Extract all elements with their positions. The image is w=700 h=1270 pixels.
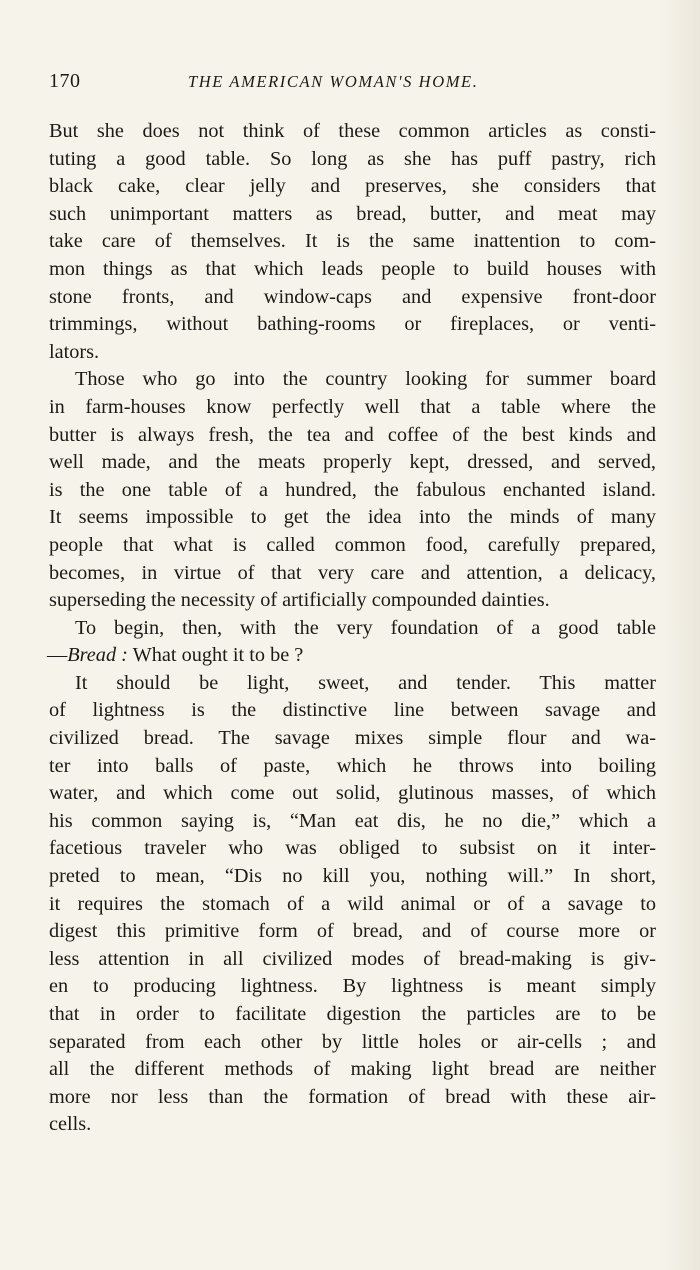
body-text bbox=[49, 118, 656, 1139]
text-line: ter into balls of paste, which he throws into boiling bbox=[49, 754, 656, 777]
text-line: civilized bread. The savage mixes simple flour and wa- bbox=[49, 727, 656, 750]
text-line: Those who go into the country looking for summer board bbox=[75, 368, 656, 391]
text-line: his common saying is, “Man eat dis, he no die,” which a bbox=[49, 809, 656, 832]
text-line: more nor less than the formation of bread with these air- bbox=[49, 1085, 656, 1108]
text-line: in farm-houses know perfectly well that a table where the bbox=[49, 395, 656, 418]
text-line: well made, and the meats properly kept, dressed, and served, bbox=[49, 451, 656, 474]
text-line: of lightness is the distinctive line between savage and bbox=[49, 699, 656, 722]
text-line: To begin, then, with the very foundation of a good table bbox=[75, 616, 656, 639]
text-line: water, and which come out solid, glutinous masses, of which bbox=[49, 782, 656, 805]
text-line: facetious traveler who was obliged to subsist on it inter- bbox=[49, 837, 656, 860]
page-edge-shading bbox=[660, 0, 700, 1270]
em-dash: — bbox=[47, 644, 68, 667]
text-line: preted to mean, “Dis no kill you, nothing will.” In short, bbox=[49, 865, 656, 888]
text-line: is the one table of a hundred, the fabulous enchanted island. bbox=[49, 478, 656, 501]
text-line: take care of themselves. It is the same inattention to com- bbox=[49, 230, 656, 253]
text-line: black cake, clear jelly and preserves, she considers that bbox=[49, 175, 656, 198]
text-line: mon things as that which leads people to build houses with bbox=[49, 257, 656, 280]
text-line: superseding the necessity of artificially compounded dainties. bbox=[49, 589, 550, 612]
text-line: becomes, in virtue of that very care and attention, a delicacy, bbox=[49, 561, 656, 584]
text-line: all the different methods of making light bread are neither bbox=[49, 1058, 656, 1081]
text-line: separated from each other by little holes or air-cells ; and bbox=[49, 1030, 656, 1053]
text-line: digest this primitive form of bread, and of course more or bbox=[49, 920, 656, 943]
running-header: THE AMERICAN WOMAN'S HOME. bbox=[188, 72, 479, 91]
page-number: 170 bbox=[49, 70, 81, 92]
text-line: that in order to facilitate digestion the particles are to be bbox=[49, 1003, 656, 1025]
text-line: tuting a good table. So long as she has puff pastry, rich bbox=[49, 147, 656, 170]
question-text: What ought it to be ? bbox=[127, 644, 304, 667]
text-line: such unimportant matters as bread, butter, and meat may bbox=[49, 202, 656, 225]
text-line: people that what is called common food, carefully prepared, bbox=[49, 533, 656, 556]
text-line: cells. bbox=[49, 1113, 92, 1136]
text-line: stone fronts, and window-caps and expensive front-door bbox=[49, 285, 656, 308]
text-line: en to producing lightness. By lightness is meant simply bbox=[49, 975, 656, 998]
text-line: It seems impossible to get the idea into the minds of many bbox=[49, 506, 656, 529]
text-line: lators. bbox=[49, 340, 100, 363]
text-line: less attention in all civilized modes of bread-making is giv- bbox=[49, 947, 656, 970]
text-line bbox=[47, 642, 656, 670]
text-line: But she does not think of these common articles as consti- bbox=[49, 120, 656, 142]
text-line: butter is always fresh, the tea and coffee of the best kinds and bbox=[49, 423, 656, 446]
text-line: it requires the stomach of a wild animal or of a savage to bbox=[49, 892, 656, 915]
text-line: It should be light, sweet, and tender. This matter bbox=[75, 671, 656, 694]
italic-term: Bread : bbox=[67, 644, 128, 667]
text-line: trimmings, without bathing-rooms or fireplaces, or venti- bbox=[49, 313, 656, 336]
